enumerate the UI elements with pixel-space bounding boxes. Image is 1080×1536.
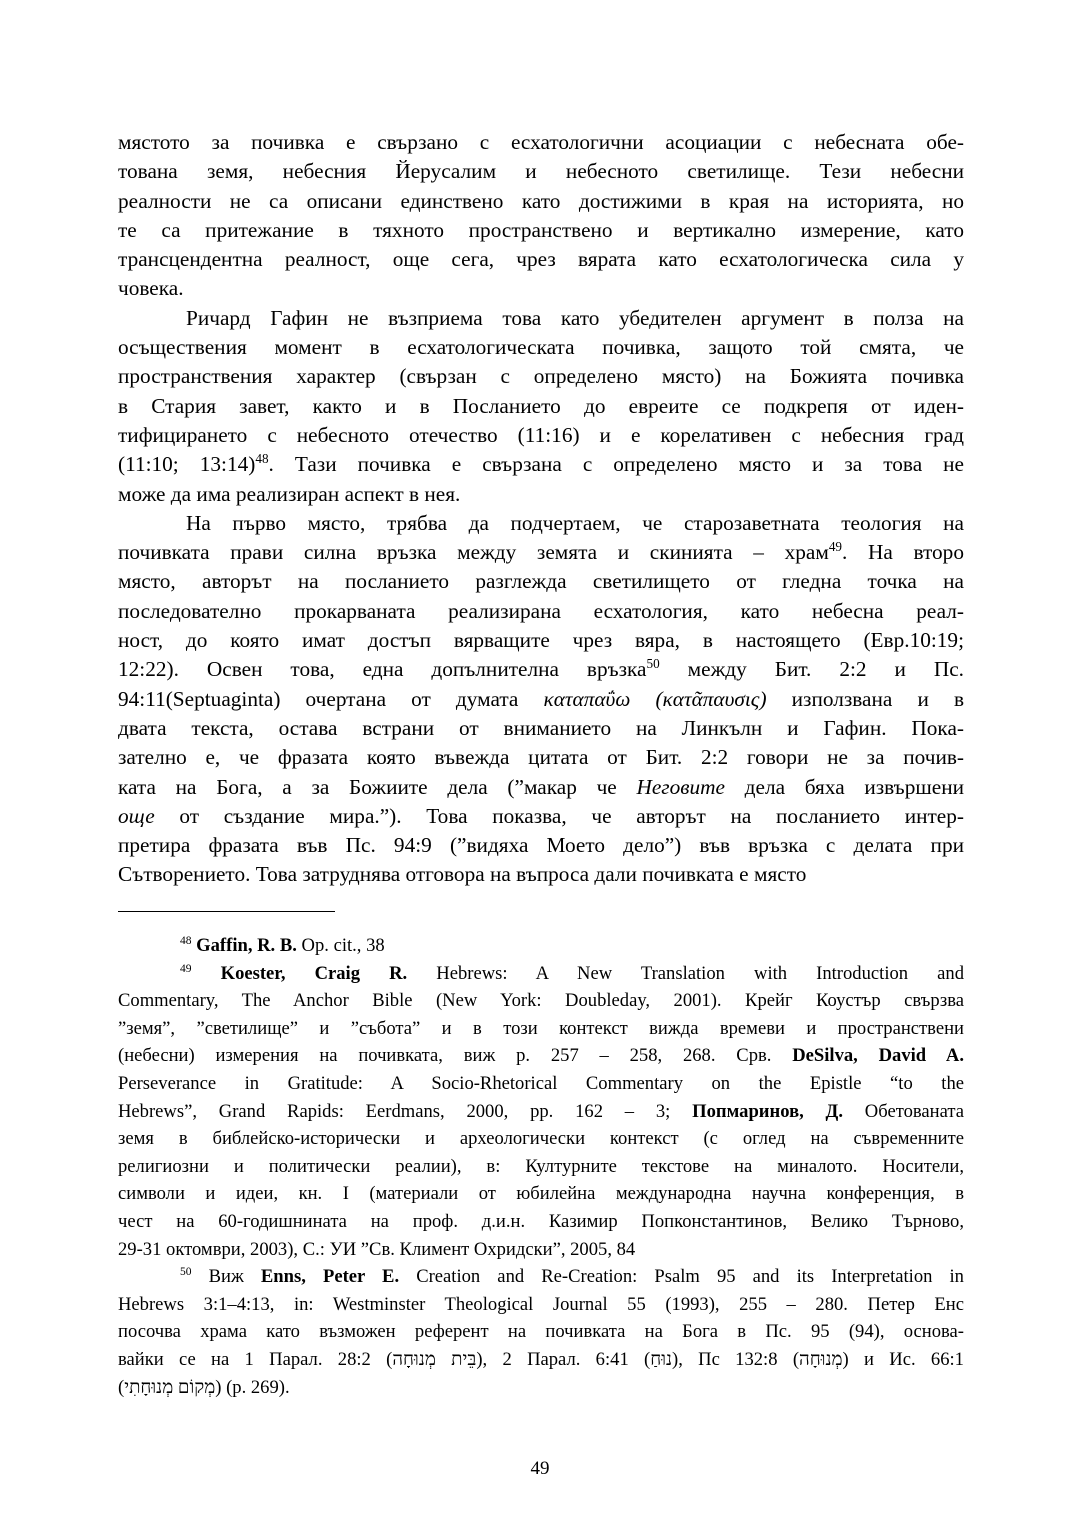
- text-run: [192, 963, 221, 984]
- text-run: място, авторът на посланието разглежда светилището от гледна точка на: [118, 569, 964, 594]
- text-run: религиозни и политически реалии), в: Културните текстове на миналото. Носители,: [118, 1155, 964, 1177]
- text-run: (: [118, 1376, 125, 1398]
- text-line: [118, 1208, 964, 1236]
- text-run: 94:11(Septuaginta) очертана от думата: [118, 686, 544, 711]
- text-run: Creation and Re-Creation: Psalm 95 and its Interpretation in: [399, 1266, 964, 1288]
- text-run: ност, до която имат достъп вярващите чрез вяра, в настоящето (Евр.10:19;: [118, 628, 964, 653]
- text-line: [118, 480, 964, 509]
- text-run: Hebrews: A New Translation with Introduction and: [407, 962, 965, 984]
- text-run: претира фразата във Пс. 94:9 (”видяха Моето дело”) във връзка с делата при: [118, 833, 964, 858]
- text-line: [118, 597, 964, 626]
- text-line: [118, 655, 964, 684]
- text-line: [118, 333, 964, 362]
- text-line: [118, 1291, 964, 1319]
- footnote-ref: 48: [180, 934, 192, 947]
- text-run: ) (p. 269).: [215, 1376, 290, 1398]
- text-run: ) и Ис. 66:1: [842, 1348, 964, 1370]
- text-line: [118, 1374, 964, 1402]
- text-line: [118, 1153, 964, 1181]
- text-line: [118, 860, 964, 889]
- text-run: тована земя, небесния Йерусалим и небесното светилище. Тези небесни: [118, 159, 964, 184]
- italic-text: Неговите: [636, 774, 725, 799]
- text-run: Ричард Гафин не възприема това като убедителен аргумент в полза на: [186, 305, 964, 330]
- paragraph: [118, 304, 964, 509]
- text-run: те са притежание в тяхното пространствено и вертикално измерение, като: [118, 217, 964, 242]
- text-run: чест на 60-годишнината на проф. д.и.н. Казимир Попконстантинов, Велико Търново,: [118, 1210, 964, 1232]
- text-line: [118, 1125, 964, 1153]
- text-run: посочва храма като възможен референт на почивката на Бога в Пс. 95 (94), основа-: [118, 1321, 964, 1343]
- bold-text: DeSilva, David A.: [792, 1045, 964, 1067]
- text-run: . Тази почивка е свързана с определено място и за това не: [268, 452, 965, 477]
- footnote-ref: 49: [180, 962, 192, 975]
- text-line: [118, 538, 964, 567]
- text-run: 12:22). Освен това, една допълнителна връзка: [118, 657, 647, 682]
- text-run: . На второ: [842, 540, 964, 565]
- hebrew-text: נוּחַ: [650, 1348, 673, 1370]
- text-run: символи и идеи, кн. I (материали от юбилейна международна научна конференция, в: [118, 1183, 964, 1205]
- main-text: [118, 128, 964, 890]
- text-run: Hebrews 3:1–4:13, in: Westminster Theological Journal 55 (1993), 255 – 280. Петер Енс: [118, 1293, 964, 1315]
- text-line: [118, 1318, 964, 1346]
- text-run: ката на Бога, а за Божиите дела (”макар че: [118, 774, 637, 799]
- text-line: [118, 1098, 964, 1126]
- text-run: реалности не са описани единствено като достижими в края на историята, но: [118, 188, 964, 213]
- text-run: вайки се на 1 Парал. 28:2 (: [118, 1348, 393, 1370]
- text-line: [118, 743, 964, 772]
- text-run: мястото за почивка е свързано с есхатологични асоциации с небесната обе-: [118, 130, 964, 154]
- bold-text: Koester, Craig R.: [220, 962, 408, 984]
- footnote-separator: [118, 911, 335, 912]
- text-line: [118, 1236, 964, 1264]
- text-run: между Бит. 2:2 и Пс.: [659, 657, 964, 682]
- footnote: [118, 1263, 964, 1401]
- text-run: използвана и в: [766, 686, 964, 711]
- text-line: [118, 362, 964, 391]
- text-run: Op. cit., 38: [296, 935, 385, 956]
- text-run: земя в библейско-исторически и археологически контекст (с оглед на съвременните: [118, 1128, 964, 1150]
- text-run: пространствения характер (свързан с определено място) на Божията почивка: [118, 364, 964, 389]
- bold-text: Попмаринов, Д.: [692, 1100, 843, 1122]
- hebrew-text: מְנוּחָה: [799, 1348, 843, 1370]
- footnotes: [118, 932, 964, 1401]
- text-line: [118, 509, 964, 538]
- text-run: Commentary, The Anchor Bible (New York: Doubleday, 2001). Крейг Коустър свързва: [118, 990, 964, 1012]
- text-run: 29-31 октомври, 2003), С.: УИ ”Св. Климент Охридски”, 2005, 84: [118, 1238, 636, 1260]
- text-line: [118, 802, 964, 831]
- bold-text: Gaffin, R. B.: [196, 935, 297, 956]
- text-run: може да има реализиран аспект в нея.: [118, 481, 461, 506]
- text-line: [118, 450, 964, 479]
- footnote-ref: 49: [828, 539, 842, 555]
- text-run: човека.: [118, 276, 184, 301]
- text-run: почивката прави силна връзка между земята и скинията – храм: [118, 540, 829, 565]
- text-run: осъществения момент в есхатологическата почивка, защото той смята, че: [118, 335, 964, 360]
- footnote: [118, 960, 964, 1264]
- text-line: [118, 773, 964, 802]
- text-run: Сътворението. Това затруднява отговора на въпроса дали почивката е място: [118, 862, 807, 887]
- text-run: зателно е, че фразата която въвежда цитата от Бит. 2:2 говори не за почив-: [118, 745, 964, 770]
- text-run: трансцендентна реалност, още сега, чрез вярата като есхатологическа сила у: [118, 247, 964, 272]
- text-run: (небесни) измерения на почивката, виж p. 257 – 258, 268. Срв.: [118, 1045, 793, 1067]
- text-line: [118, 274, 964, 303]
- text-line: [118, 1263, 964, 1291]
- footnote-ref: 50: [646, 656, 660, 672]
- text-line: [118, 157, 964, 186]
- hebrew-text: מְקוֹם מְנוּחָתִי: [124, 1376, 216, 1398]
- text-line: [118, 216, 964, 245]
- footnote-ref: 48: [255, 451, 269, 467]
- text-run: На първо място, трябва да подчертаем, че старозаветната теология на: [186, 510, 964, 535]
- italic-text: καταπαΰω (κατᾶπαυσις): [543, 686, 767, 711]
- text-run: ), Пс 132:8 (: [672, 1348, 800, 1370]
- text-line: [118, 960, 964, 988]
- text-run: ”земя”, ”светилище” и ”събота” и в този контекст вижда времеви и пространствени: [118, 1017, 964, 1039]
- text-line: [118, 1015, 964, 1043]
- text-line: [118, 304, 964, 333]
- page-number: 49: [530, 1458, 550, 1479]
- text-line: [118, 421, 964, 450]
- text-run: ), 2 Парал. 6:41 (: [476, 1348, 651, 1370]
- text-line: [118, 245, 964, 274]
- hebrew-text: בֵּית מְנוּחָה: [392, 1348, 477, 1370]
- text-run: от създание мира.”). Това показва, че авторът на посланието интер-: [154, 803, 964, 828]
- footnote-ref: 50: [180, 1265, 192, 1278]
- bold-text: Enns, Peter E.: [260, 1266, 400, 1288]
- text-line: [118, 187, 964, 216]
- text-line: [118, 626, 964, 655]
- paragraph: [118, 128, 964, 304]
- text-line: [118, 567, 964, 596]
- text-run: последователно прокарваната реализирана есхатология, като небесна реал-: [118, 598, 964, 623]
- text-line: [118, 1180, 964, 1208]
- text-line: [118, 831, 964, 860]
- text-run: дела бяха извършени: [724, 774, 964, 799]
- text-run: Обетованата: [843, 1100, 964, 1122]
- text-line: [118, 932, 964, 960]
- text-line: [118, 1070, 964, 1098]
- text-line: [118, 1346, 964, 1374]
- italic-text: още: [118, 803, 155, 828]
- text-run: двата текста, остава встрани от вниманието на Линкълн и Гафин. Пока-: [118, 715, 964, 740]
- text-line: [118, 128, 964, 157]
- text-line: [118, 685, 964, 714]
- text-line: [118, 392, 964, 421]
- paragraph: [118, 509, 964, 890]
- text-line: [118, 714, 964, 743]
- text-run: Hebrews”, Grand Rapids: Eerdmans, 2000, pp. 162 – 3;: [118, 1100, 693, 1122]
- text-run: в Стария завет, както и в Посланието до евреите се подкрепя от иден-: [118, 393, 964, 418]
- text-run: Виж: [191, 1266, 261, 1288]
- text-run: (11:10; 13:14): [118, 452, 256, 477]
- footnote: [118, 932, 964, 960]
- text-line: [118, 987, 964, 1015]
- text-run: Perseverance in Gratitude: A Socio-Rhetorical Commentary on the Epistle “to the: [118, 1072, 964, 1094]
- text-line: [118, 1042, 964, 1070]
- text-run: тифицирането с небесното отечество (11:16) и е корелативен с небесния град: [118, 422, 964, 447]
